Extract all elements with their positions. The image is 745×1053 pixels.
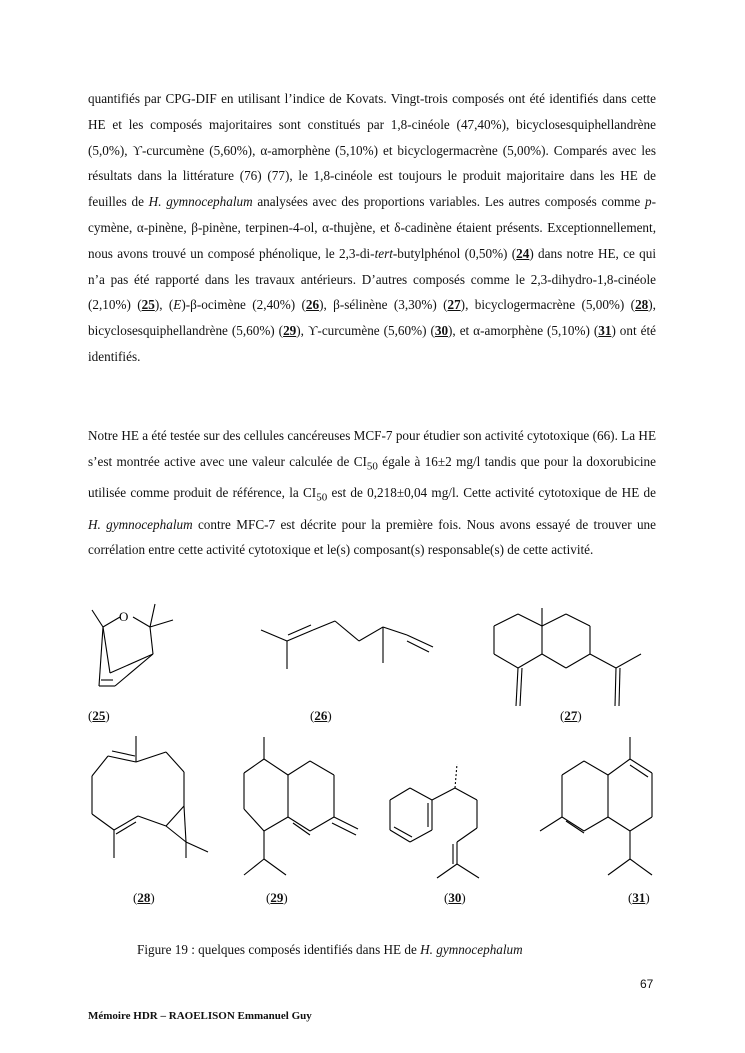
paragraph-cytotoxicity: [88, 423, 656, 563]
compound-label-26: (26): [310, 708, 332, 723]
compound-ref: 31: [598, 323, 612, 339]
compound-ref: 24: [516, 245, 530, 261]
text-run: ), et α-amorphène (5,10%) (: [448, 323, 599, 339]
compound-ref: 29: [283, 323, 297, 339]
text-run: ) ont été identifiés.: [88, 323, 656, 364]
compound-ref: 26: [305, 297, 320, 313]
structure-29: [236, 735, 366, 885]
compound-label-28: (28): [133, 890, 155, 905]
text-run: contre MFC-7 est décrite pour la première fois. Nous avons essayé de trouver une corrélation entre cette activité cytotoxique et le(s) composant(s) responsable(s) de cette activité.: [88, 516, 657, 558]
compound-ref: 30: [434, 323, 449, 339]
compound-label-31: (31): [628, 890, 650, 905]
structure-27: [486, 606, 646, 711]
text-run: égale à 16±2 mg/l tandis que pour la doxorubicine utilisée comme produit de référence, la CI: [88, 453, 657, 501]
compound-ref: 27: [447, 297, 461, 313]
page-number: 67: [640, 977, 654, 991]
text-run: Notre HE a été testée sur des cellules cancéreuses MCF-7 pour étudier son activité cytotoxique (66). La HE s’est montrée active avec une valeur calculée de CI: [88, 428, 656, 469]
compound-label-25: (25): [88, 708, 110, 723]
footer-author: Mémoire HDR – RAOELISON Emmanuel Guy: [88, 1010, 312, 1022]
text-run: ), (: [154, 297, 174, 313]
text-italic: E: [173, 297, 182, 313]
compound-ref: 25: [141, 297, 155, 313]
text-run: est de 0,218±0,04 mg/l. Cette activité cytotoxique de HE de: [327, 485, 656, 501]
text-run: ), bicyclogermacrène (5,00%) (: [460, 297, 636, 313]
text-run: analysées avec des proportions variables. Les autres composés comme: [252, 194, 645, 210]
subscript: 50: [316, 491, 328, 504]
text-run: ), β-sélinène (3,30%) (: [319, 297, 448, 313]
text-run: ), ϒ-curcumène (5,60%) (: [296, 323, 435, 339]
structure-26: [255, 605, 440, 685]
text-run: ) dans notre HE, ce qui n’a pas été rapporté dans les travaux antérieurs. D’autres composés comme le 2,3-dihydro-1,8-cinéole (2,10%) (: [88, 245, 656, 313]
structure-31: [538, 735, 663, 885]
compound-label-29: (29): [266, 890, 288, 905]
compound-ref: 28: [635, 297, 649, 313]
compound-label-30: (30): [444, 890, 466, 905]
subscript: 50: [366, 460, 378, 473]
text-italic: p: [644, 194, 652, 210]
compound-label-27: (27): [560, 708, 582, 723]
structure-30: [385, 760, 485, 885]
figure-caption: Figure 19 : quelques composés identifiés dans HE de H. gymnocephalum: [137, 942, 523, 957]
structure-25: [85, 598, 185, 700]
oxygen-atom-label: O: [119, 609, 129, 624]
text-run: )-β-ocimène (2,40%) (: [181, 297, 306, 313]
text-run: ), bicyclosesquiphellandrène (5,60%) (: [88, 297, 656, 339]
species-name: H. gymnocephalum: [148, 194, 253, 210]
text-run: -butylphénol (0,50%) (: [392, 245, 517, 261]
paragraph-results: [88, 86, 656, 370]
text-italic: tert: [374, 245, 393, 261]
text-run: quantifiés par CPG-DIF en utilisant l’indice de Kovats. Vingt-trois composés ont été identifiés dans cette HE et les composés majoritaires sont constitués par 1,8-cinéole (47,40%), bicyclosesquiphellandrène (5,0%), ϒ-curcumène (5,60%), α-amorphène (5,10%) et bicyclogermacrène (5,00%). Comparés avec les résultats dans la littérature (76) (77), le 1,8-cinéole est toujours le produit majoritaire dans les HE de feuilles de: [88, 91, 656, 210]
species-name: H. gymnocephalum: [88, 516, 193, 532]
structure-28: [86, 734, 211, 859]
text-run: -cymène, α-pinène, β-pinène, terpinen-4-ol, α-thujène, et δ-cadinène étaient présents. Exceptionnellement, nous avons trouvé un composé phénolique, le 2,3-di-: [88, 194, 656, 261]
